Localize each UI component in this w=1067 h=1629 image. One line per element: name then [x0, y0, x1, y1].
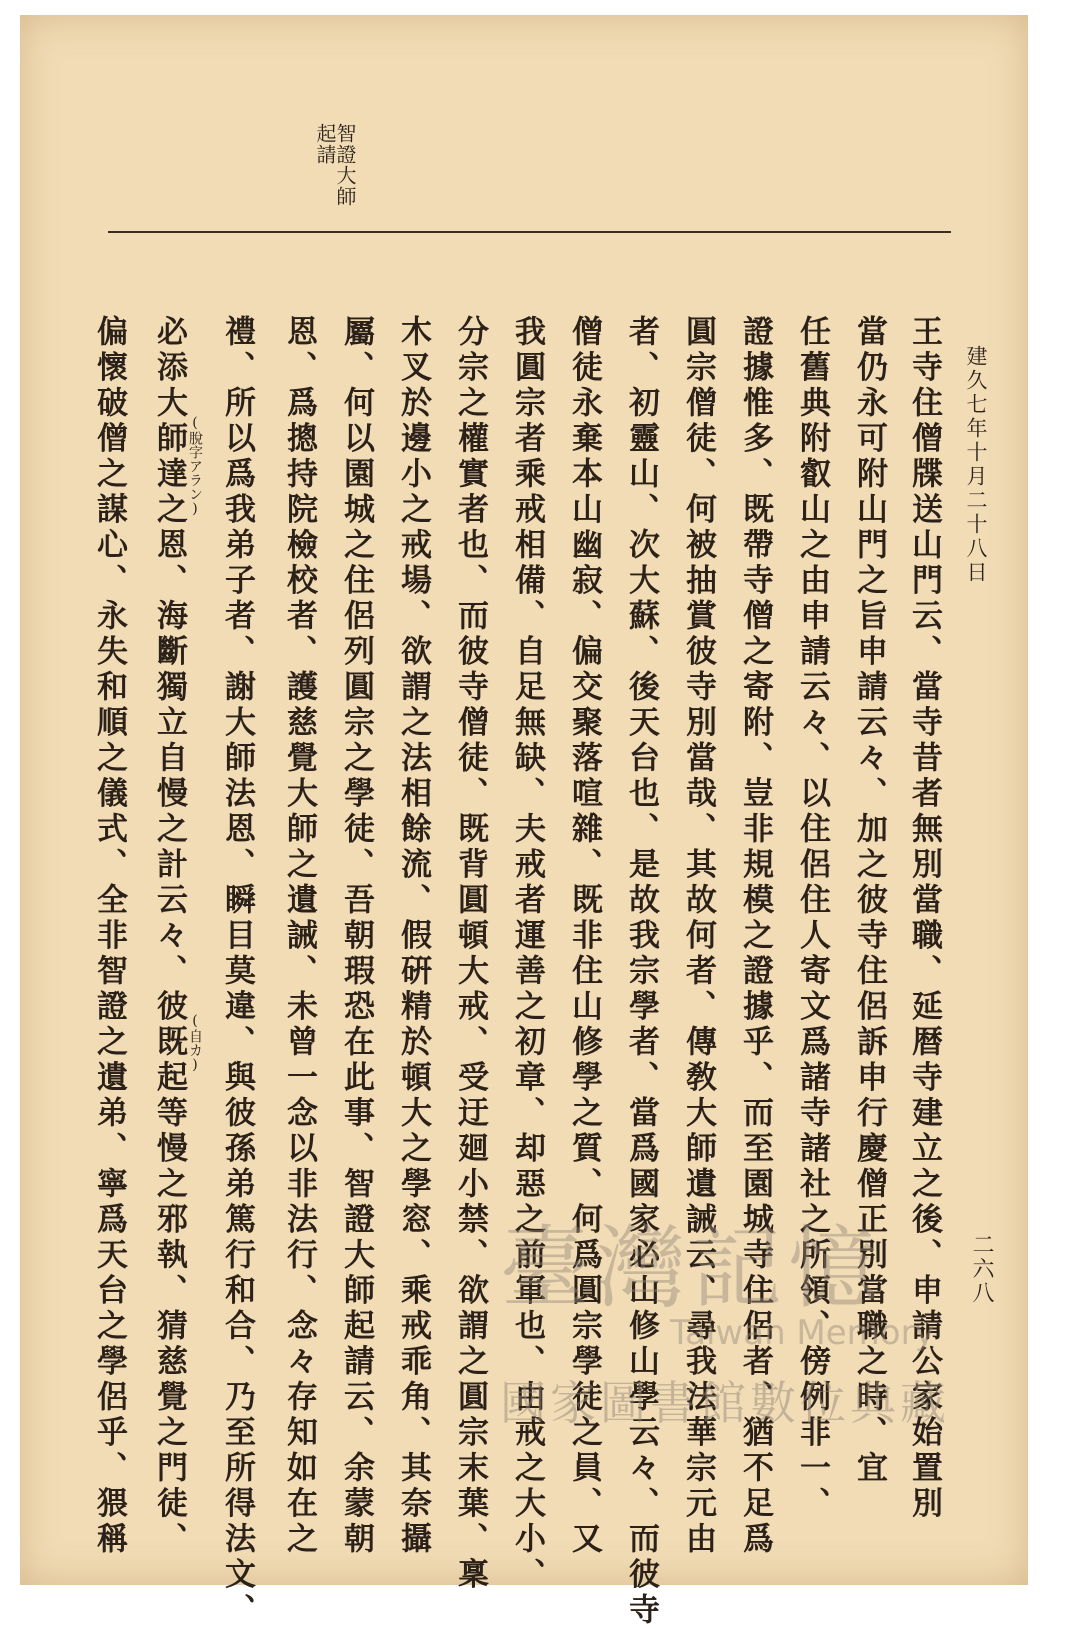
body-column-10: 木叉於邊小之戒場、欲謂之法相餘流、假硏精於頓大之學窓、乘戒乖角、其奈攝: [395, 315, 431, 1558]
body-column-3: 任舊典附叡山之由申請云々、以住侶住人寄文爲諸寺諸社之所領、傍例非一、: [794, 315, 830, 1522]
body-column-4: 證據惟多、既帶寺僧之寄附、豈非規模之證據乎、而至園城寺住侶者、猶不足爲: [737, 315, 773, 1558]
body-column-2: 當仍永可附山門之旨申請云々、加之彼寺住侶訴申行慶僧正別當職之時、宜: [851, 315, 887, 1487]
header-title-line1: 智證大師: [333, 123, 357, 207]
body-column-14: 必添大師達之恩、海斷獨立自慢之計云々、彼既起等慢之邪執、猜慈覺之門徒、: [151, 315, 187, 1558]
page-number: 二六八: [969, 1233, 994, 1305]
watermark-institution: 國家圖書館數位典藏: [500, 1376, 950, 1430]
body-column-15: 偏懷破僧之謀心、永失和順之儀式、全非智證之遺弟、寧爲天台之學侶乎、猥稱: [91, 315, 127, 1558]
book-page: [20, 15, 1028, 1629]
header-title-line2: 起請: [313, 123, 337, 165]
body-column-13: 禮、所以爲我弟子者、謝大師法恩、瞬目莫違、與彼孫弟篤行和合、乃至所得法文、: [219, 315, 255, 1629]
date-note: 建久七年十月二十八日: [964, 345, 988, 585]
body-column-1: 王寺住僧牒送山門云、當寺昔者無別當職、延暦寺建立之後、申請公家始置別: [906, 315, 942, 1522]
body-column-9: 分宗之權實者也、而彼寺僧徒、既背圓頓大戒、受迂廻小禁、欲謂之圓宗末葉、稟: [452, 315, 488, 1593]
body-column-12: 恩、爲摠持院檢校者、護慈覺大師之遺誡、未曾一念以非法行、念々存知如在之: [281, 315, 317, 1558]
annotation-note-1: (脫字アラン): [187, 415, 203, 517]
body-column-5: 圓宗僧徒、何被抽賞彼寺別當哉、其故何者、傳敎大師遺誡云、尋我法華宗元由: [680, 315, 716, 1558]
body-column-11: 屬、何以園城之住侶列圓宗之學徒、吾朝瑕恐在此事、智證大師起請云、余蒙朝: [338, 315, 374, 1558]
running-header-second-line: [315, 123, 335, 165]
body-column-6: 者、初靈山、次大蘇、後天台也、是故我宗學者、當爲國家必山修山學云々、而彼寺: [623, 315, 659, 1629]
header-rule: [108, 231, 951, 233]
body-column-8: 我圓宗者乘戒相備、自足無缺、夫戒者運善之初章、却惡之前軍也、由戒之大小、: [509, 315, 545, 1593]
body-column-7: 僧徒永棄本山幽寂、偏交聚落喧雜、既非住山修學之質、何爲圓宗學徒之員、又: [566, 315, 602, 1558]
annotation-note-2: (自カ): [187, 1013, 203, 1073]
running-header: [335, 123, 355, 207]
watermark-english: Taiwan Memory: [670, 1313, 935, 1353]
watermark-script: 臺灣記憶: [500, 1216, 884, 1321]
